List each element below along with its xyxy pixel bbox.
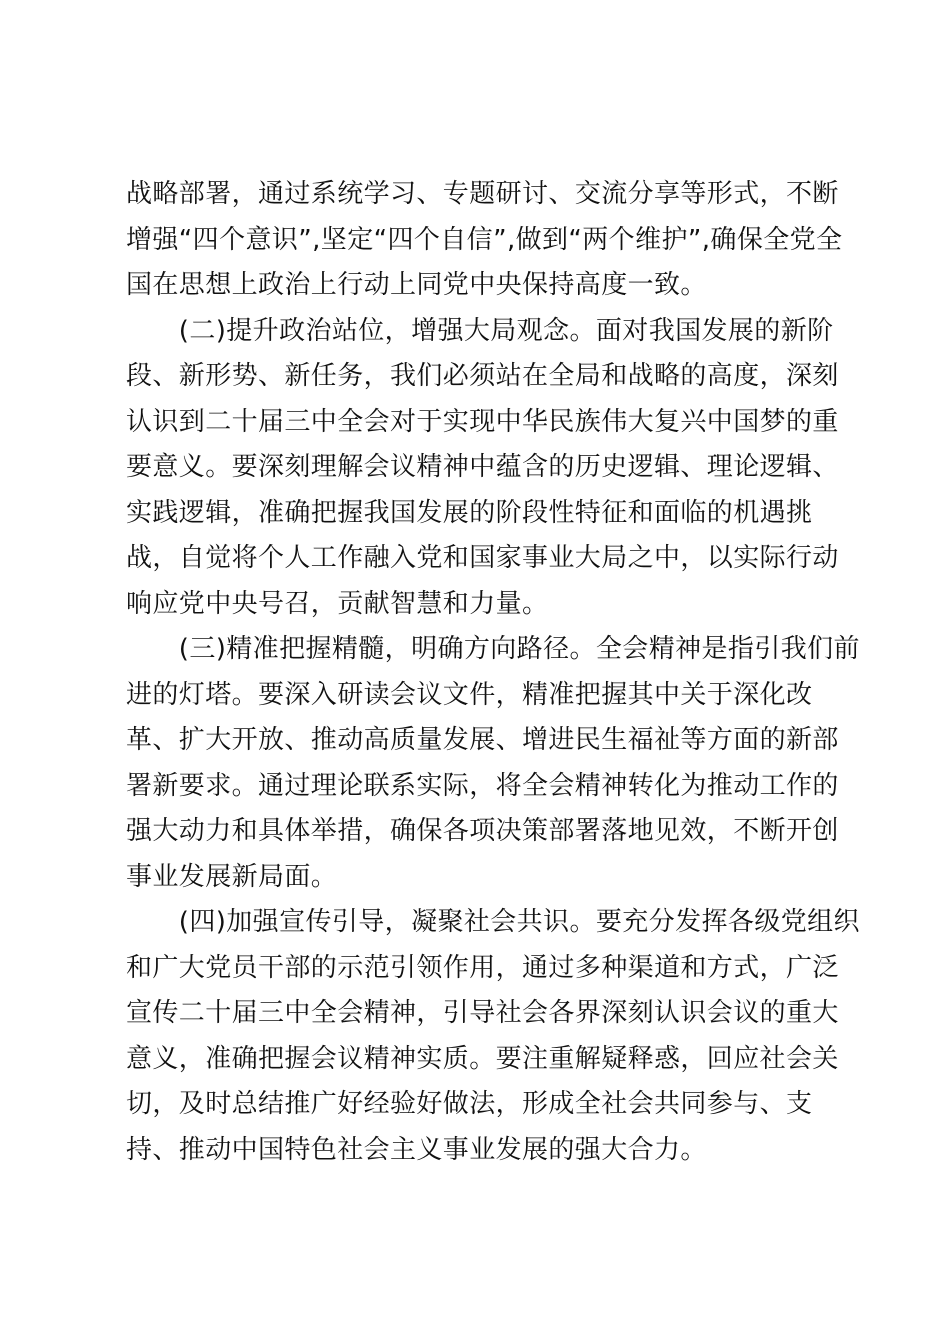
text-line: 事业发展新局面。 (126, 861, 338, 892)
section-heading-line: (二)提升政治站位，增强大局观念。面对我国发展的新阶 (126, 315, 834, 346)
text-line: 战，自觉将个人工作融入党和国家事业大局之中，以实际行动 (126, 543, 839, 573)
text-line: 认识到二十届三中全会对于实现中华民族伟大复兴中国梦的重 (126, 406, 839, 437)
section-heading-line: (四)加强宣传引导，凝聚社会共识。要充分发挥各级党组织 (126, 907, 860, 937)
text-line: 意义，准确把握会议精神实质。要注重解疑释惑，回应社会关 (126, 1043, 839, 1074)
text-line: 强大动力和具体举措，确保各项决策部署落地见效，不断开创 (126, 816, 839, 846)
text-line: 宣传二十届三中全会精神，引导社会各界深刻认识会议的重大 (126, 998, 839, 1028)
section-heading-line: (三)精准把握精髓，明确方向路径。全会精神是指引我们前 (126, 634, 860, 664)
body-text (126, 172, 860, 1173)
text-line: 段、新形势、新任务，我们必须站在全局和战略的高度，深刻 (126, 361, 839, 391)
text-line: 署新要求。通过理论联系实际，将全会精神转化为推动工作的 (126, 770, 839, 801)
text-line: 和广大党员干部的示范引领作用，通过多种渠道和方式，广泛 (126, 952, 839, 983)
text-line: 实践逻辑，准确把握我国发展的阶段性特征和面临的机遇挑 (126, 497, 813, 528)
text-line: 增强“四个意识”,坚定“四个自信”,做到“两个维护”,确保全党全 (126, 224, 843, 255)
text-line: 革、扩大开放、推动高质量发展、增进民生福祉等方面的新部 (126, 725, 839, 755)
text-line: 切，及时总结推广好经验好做法，形成全社会共同参与、支 (126, 1089, 813, 1119)
text-line: 战略部署，通过系统学习、专题研讨、交流分享等形式，不断 (126, 179, 839, 209)
text-line: 要意义。要深刻理解会议精神中蕴含的历史逻辑、理论逻辑、 (126, 452, 839, 482)
text-line: 进的灯塔。要深入研读会议文件，精准把握其中关于深化改 (126, 679, 813, 710)
text-line: 国在思想上政治上行动上同党中央保持高度一致。 (126, 270, 707, 300)
text-line: 响应党中央号召，贡献智慧和力量。 (126, 588, 549, 619)
text-line: 持、推动中国特色社会主义事业发展的强大合力。 (126, 1134, 707, 1165)
